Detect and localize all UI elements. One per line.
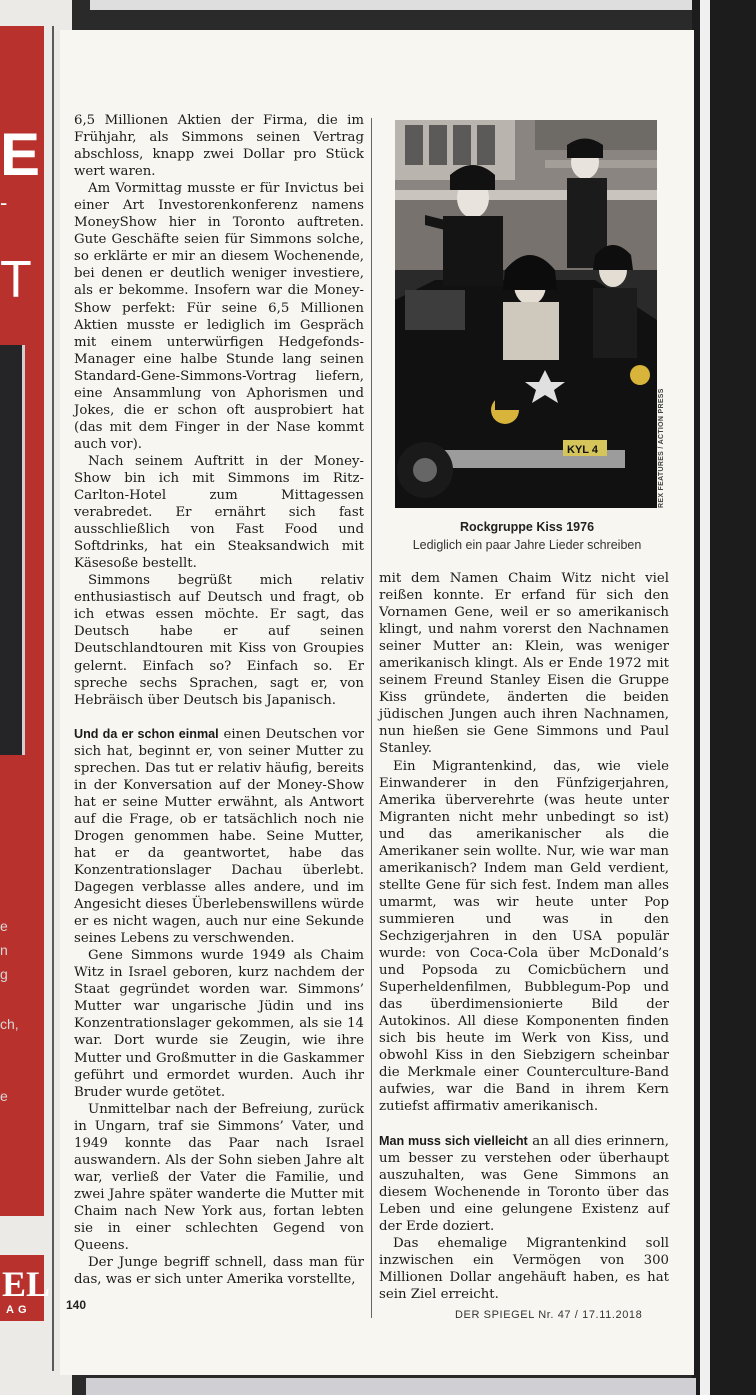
paragraph: Am Vormittag musste er für Invictus bei einer Art Investorenkonferenz namens MoneyShow hier in Toronto auftreten. Gute Geschäfte seien für Simmons solche, so erklärte er mir an diesem Wochenende, bei denen er deutlich weniger investiere, als er bekomme. Insofern war die Money-Show perfekt: Für seine 6,5 Millionen Aktien musste er lediglich im Gespräch mit einem unterwürfigen Hedgefonds-Manager eine halbe Stunde lang seinen Standard-Gene-Simmons-Vortrag liefern, eine Ansammlung von Aphorismen und Jokes, die er schon oft ausprobiert hat (das mit dem Finger in der Nase kommt auch vor). [74,181,364,452]
background-strip [90,0,730,10]
paragraph: Ein Migrantenkind, das, wie viele Einwanderer in den Fünfzigerjahren, Amerika überverehrte (was heute unter Migranten nicht mehr unbedingt so ist) und das amerikanischer als die Amerikaner sein wollte. Nur, wie war man amerikanisch? Indem man Geld verdient, stellte Gene für sich fest. Indem man alles umarmt, was wir heute unter Pop summieren und was in den Sechzigerjahren in den USA populär wurde: von Coca-Cola über McDonald’s und Popsoda zu Comicbüchern und Superheldenfilmen, Bubblegum-Pop und das überdimensionierte Bild der Autokinos. All diese Komponenten finden sich bis heute im Werk von Kiss, und obwohl Kiss in den Siebzigern scheinbar die Merkmale einer Counterculture-Band aufwies, war die Band in ihrem Kern zutiefst affirmativ amerikanisch. [379,758,669,1115]
photo-caption-subtitle: Lediglich ein paar Jahre Lieder schreiben [412,538,642,552]
left-page-fragment: e [0,1088,8,1104]
paragraph-text: an all dies erinnern, um besser zu verstehen oder überhaupt auszuhalten, was Gene Simmons an diesem Wochenende in Toronto über das Leben und eine gelungene Existenz auf der Erde doziert. [379,1133,669,1234]
lead-in: Und da er schon einmal [74,726,219,741]
paragraph-with-lead [74,726,364,948]
issue-footer: DER SPIEGEL Nr. 47 / 17.11.2018 [455,1309,643,1321]
paragraph: Gene Simmons wurde 1949 als Chaim Witz in Israel geboren, kurz nachdem der Staat gegründet worden war. Simmons’ Mutter war ungarische Jüdin und ins Konzentrationslager gekommen, als sie 14 war. Dort wurde sie Zeugin, wie ihre Mutter und Großmutter in die Gaskammer geführt und ermordet wurden. Auch ihr Bruder wurde getötet. [74,948,364,1100]
spiegel-logo-text: EL [2,1264,51,1304]
article-page [60,30,694,1375]
left-page-letter-e: E [0,121,41,188]
page-gutter [52,26,54,1371]
photo-credit: REX FEATURES / ACTION PRESS [658,388,665,508]
article-left-column [74,112,364,1288]
left-page-fragment: n [0,942,8,958]
paragraph: Nach seinem Auftritt in der Money-Show bin ich mit Simmons im Ritz-Carlton-Hotel zum Mittagessen verabredet. Er ernährt sich fast ausschließlich von Fast Food und Softdrinks, hat ein Steaksandwich mit Käsesoße bestellt. [74,453,364,572]
paragraph-text: einen Deutschen vor sich hat, beginnt er, von seiner Mutter zu sprechen. Das tut er relativ häufig, bereits in der Konversation auf der Money-Show hat er seine Mutter erwähnt, als Antwort auf die Frage, ob er tatsächlich noch nie Drogen genommen habe. Seine Mutter, hat er da geantwortet, habe das Konzentrationslager Dachau überlebt. Dagegen verblasse alles andere, und im Angesicht dieses Überlebenswillens würde er es nicht wagen, auch nur eine Sekunde seines Lebens zu verschwenden. [74,726,364,947]
left-page-image [0,345,25,755]
paragraph-with-lead [379,1133,669,1235]
paragraph: Unmittelbar nach der Befreiung, zurück in Ungarn, traf sie Simmons’ Vater, und 1949 konnte das Paar nach Israel auswandern. Als der Sohn sieben Jahre alt war, verließ der Vater die Familie, und zwei Jahre später wanderte die Mutter mit Chaim nach New York aus, fortan lebten sie in einer schlechten Gegend von Queens. [74,1101,364,1254]
article-right-column [379,570,669,1303]
paragraph: Der Junge begriff schnell, dass man für das, was er sich unter Amerika vorstellte, [74,1255,364,1288]
left-page-fragment: ch, [0,1016,19,1032]
scan-edge-light [700,0,710,1395]
kiss-band-photo [395,120,657,508]
column-divider [371,118,372,1318]
band-member-peter [593,245,637,358]
paragraph: 6,5 Millionen Aktien der Firma, die im Frühjahr, als Simmons seinen Vertrag abschloss, knapp zwei Dollar pro Stück wert waren. [74,113,364,180]
spiegel-logo-subtext: AG [6,1304,31,1316]
lead-in: Man muss sich vielleicht [379,1133,528,1148]
photo-caption-title: Rockgruppe Kiss 1976 [459,520,595,534]
license-plate-text: KYL 4 [567,444,598,456]
left-page-fragment: e [0,918,8,934]
left-page-fragment: g [0,966,8,982]
background-strip-bottom [86,1378,696,1395]
paragraph: mit dem Namen Chaim Witz nicht viel reißen konnte. Er erfand für sich den Vornamen Gene, weil er so amerikanisch klingt, und nahm vorerst den Nachnamen seiner Mutter an: Klein, was weniger amerikanisch klingt. Als er Ende 1972 mit seinem Freund Stanley Eisen die Gruppe Kiss gründete, änderten die beiden jüdischen Jungen auch ihren Nachnamen, nun hießen sie Gene Simmons und Paul Stanley. [379,571,669,757]
paragraph: Das ehemalige Migrantenkind soll inzwischen ein Vermögen von 300 Millionen Dollar angehäuft haben, es hat sein Ziel erreicht. [379,1235,669,1302]
left-page-dash: - [0,190,8,215]
page-number: 140 [66,1298,87,1312]
band-member-ace [567,139,607,269]
paragraph: Simmons begrüßt mich relativ enthusiastisch auf Deutsch und fragt, ob ich etwas essen möchte. Er sagt, das Deutsch habe er auf seinen Deutschlandtouren mit Kiss von Groupies gelernt. Einfach so? Einfach so. Er spreche sechs Sprachen, sagt er, von Hebräisch über Deutsch bis Japanisch. [74,573,364,708]
left-page-letter-t: T [0,251,32,309]
photo-illustration [395,120,657,508]
